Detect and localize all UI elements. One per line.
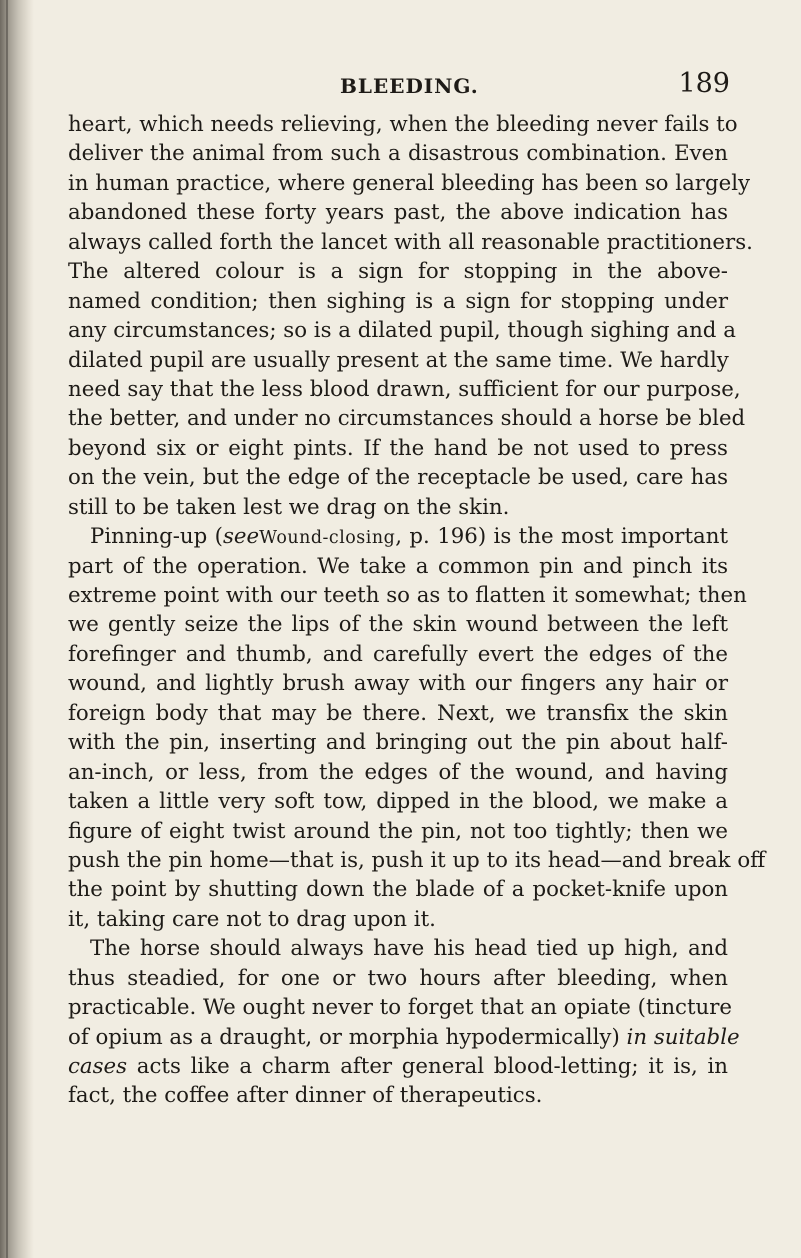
text-line: practicable. We ought never to forget that an opiate (tincture xyxy=(68,995,733,1021)
text-line: push the pin home—that is, push it up to its head—and break off xyxy=(68,847,766,873)
emphasis-text: in suitable xyxy=(626,1024,740,1050)
text-line: need say that the less blood drawn, sufficient for our purpose, xyxy=(68,376,741,402)
text-line: still to be taken lest we drag on the skin. xyxy=(68,494,510,520)
text-line: fact, the coffee after dinner of therapeutics. xyxy=(68,1083,543,1109)
running-title: BLEEDING. xyxy=(340,74,479,98)
text-line xyxy=(68,1023,740,1052)
text-line: abandoned these forty years past, the above indication has xyxy=(68,200,728,226)
text-line: The altered colour is a sign for stopping in the above- xyxy=(68,259,728,285)
text-line: taken a little very soft tow, dipped in the blood, we make a xyxy=(68,789,728,815)
text-line: always called forth the lancet with all reasonable practitioners. xyxy=(68,229,753,255)
text-line: figure of eight twist around the pin, not too tightly; then we xyxy=(68,818,728,844)
text-line: named condition; then sighing is a sign for stopping under xyxy=(68,288,728,314)
text-line xyxy=(68,1052,728,1081)
text-line: it, taking care not to drag upon it. xyxy=(68,906,436,932)
paragraph-3-first-line: The horse should always have his head tied up high, and xyxy=(90,936,728,962)
text-line: wound, and lightly brush away with our fingers any hair or xyxy=(68,671,728,697)
text-line: an-inch, or less, from the edges of the wound, and having xyxy=(68,759,728,785)
text-line: the better, and under no circumstances should a horse be bled xyxy=(68,406,746,432)
paragraph-2-first-line xyxy=(68,522,728,551)
text-segment: Pinning-up ( xyxy=(90,524,223,550)
text-line: any circumstances; so is a dilated pupil, though sighing and a xyxy=(68,318,736,344)
text-line: in human practice, where general bleeding has been so largely xyxy=(68,170,751,196)
text-line: beyond six or eight pints. If the hand be not used to press xyxy=(68,435,728,461)
binding-edge-line xyxy=(6,0,8,1258)
text-line: with the pin, inserting and bringing out the pin about half- xyxy=(68,730,728,756)
text-segment: of opium as a draught, or morphia hypodermically) xyxy=(68,1024,620,1050)
text-line: on the vein, but the edge of the receptacle be used, care has xyxy=(68,465,728,491)
text-segment: acts like a charm after general blood-letting; it is, in xyxy=(127,1054,728,1079)
text-line: thus steadied, for one or two hours after bleeding, when xyxy=(68,965,728,991)
page-header xyxy=(340,68,730,108)
emphasis-text: cases xyxy=(68,1054,128,1079)
text-line: dilated pupil are usually present at the same time. We hardly xyxy=(68,347,729,373)
text-line: extreme point with our teeth so as to flatten it somewhat; then xyxy=(68,583,747,608)
text-line: deliver the animal from such a disastrous combination. Even xyxy=(68,141,728,167)
text-line: we gently seize the lips of the skin wound between the left xyxy=(68,612,728,638)
text-line: forefinger and thumb, and carefully evert the edges of the xyxy=(68,641,728,667)
text-line: heart, which needs relieving, when the bleeding never fails to xyxy=(68,112,738,137)
body-text xyxy=(68,110,766,1111)
text-segment: , p. 196) is the most important xyxy=(395,524,729,550)
page-number: 189 xyxy=(678,68,730,99)
text-line: part of the operation. We take a common pin and pinch its xyxy=(68,553,728,579)
see-reference: see xyxy=(222,524,260,550)
text-line: the point by shutting down the blade of a pocket-knife upon xyxy=(68,877,728,903)
cross-reference: Wound-closing xyxy=(259,528,396,549)
text-line: foreign body that may be there. Next, we transfix the skin xyxy=(68,700,728,726)
